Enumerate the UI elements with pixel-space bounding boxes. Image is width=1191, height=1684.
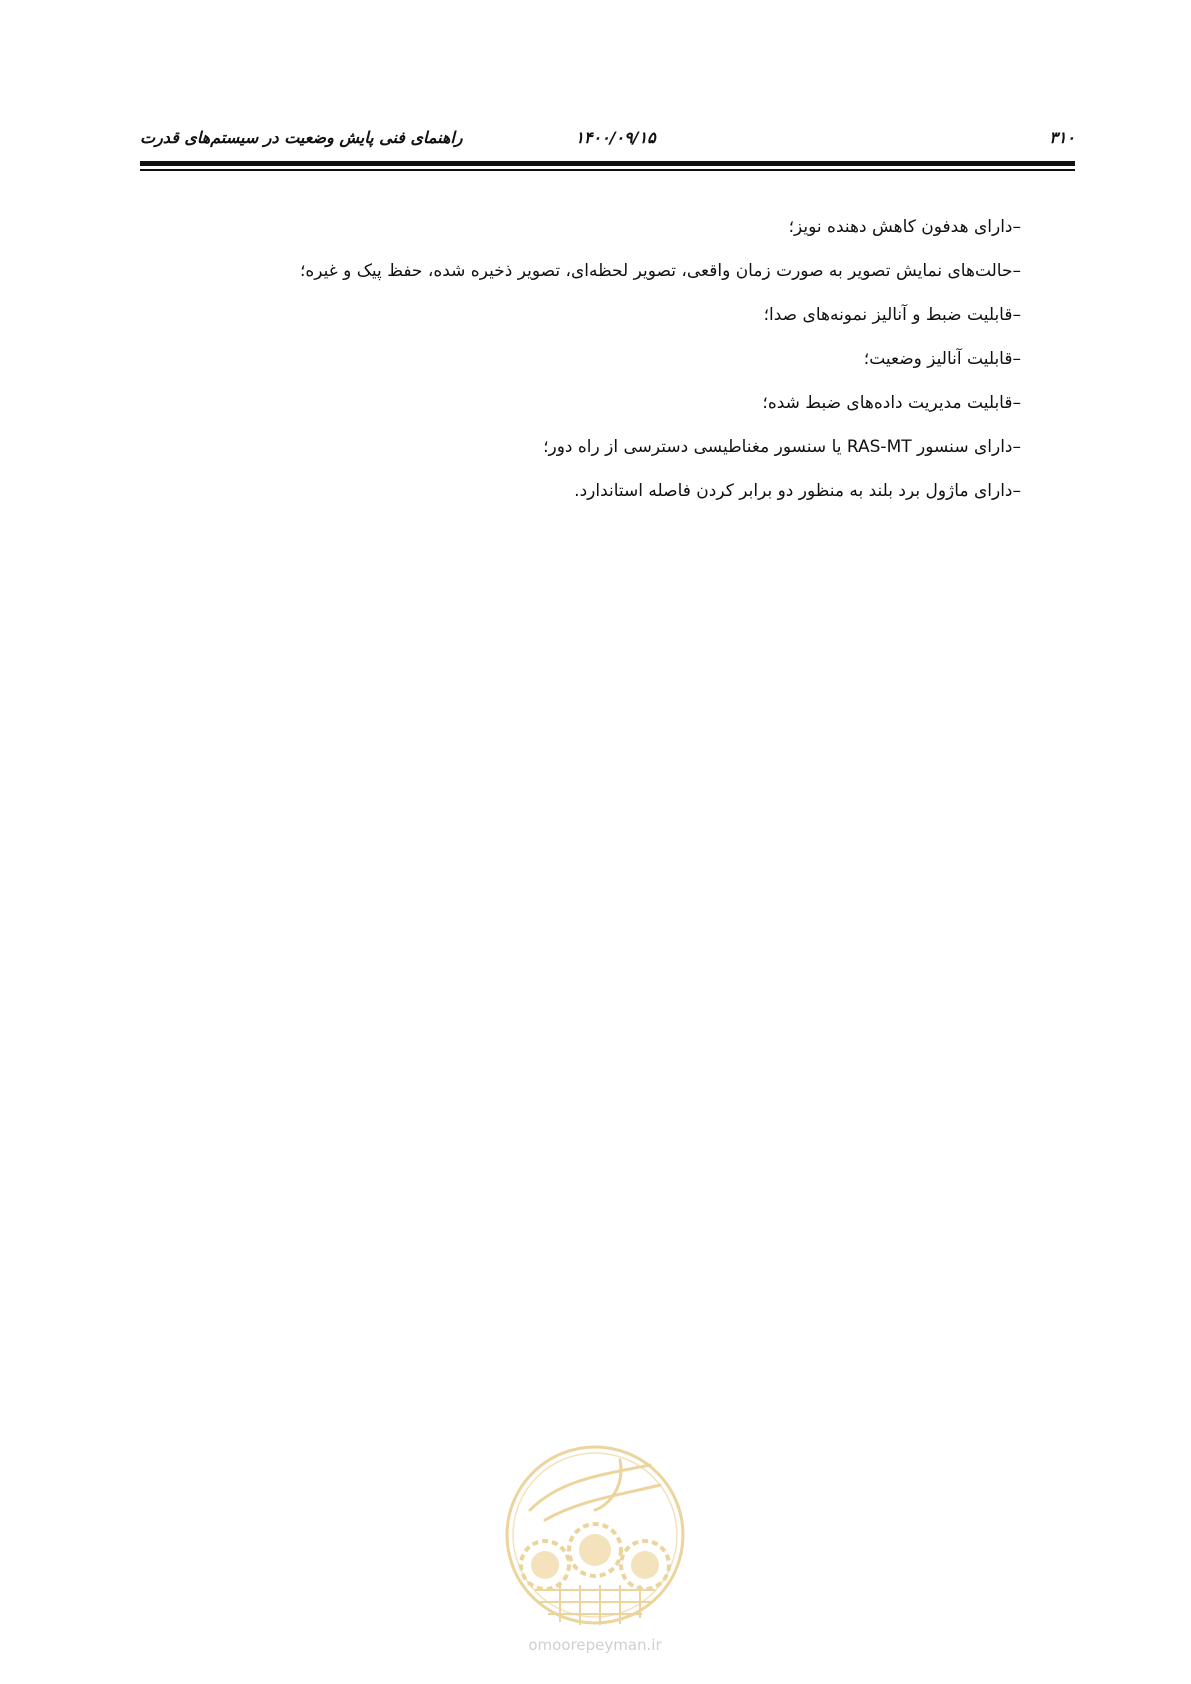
list-item: –حالت‌های نمایش تصویر به صورت زمان واقعی، تصویر لحظه‌ای، تصویر ذخیره شده، حفظ پیک و غیره؛: [299, 261, 1021, 281]
list-item: –قابلیت ضبط و آنالیز نمونه‌های صدا؛: [763, 305, 1021, 325]
watermark-url: omoorepeyman.ir: [528, 1636, 662, 1654]
page-header: [140, 128, 1075, 154]
header-rule-thick: [140, 161, 1075, 166]
list-item: –دارای هدفون کاهش دهنده نویز؛: [788, 217, 1021, 237]
feature-list: [161, 214, 1021, 522]
list-item: –دارای ماژول برد بلند به منظور دو برابر کردن فاصله استاندارد.: [574, 481, 1021, 501]
list-item: –دارای سنسور RAS-MT یا سنسور مغناطیسی دسترسی از راه دور؛: [543, 437, 1021, 457]
page-number: ۳۱۰: [1049, 128, 1075, 147]
list-item: –قابلیت مدیریت داده‌های ضبط شده؛: [762, 393, 1021, 413]
header-rule-thin: [140, 169, 1075, 171]
running-title: راهنمای فنی پایش وضعیت در سیستم‌های قدرت: [140, 128, 463, 147]
list-item: –قابلیت آنالیز وضعیت؛: [863, 349, 1021, 369]
header-date: ۱۴۰۰/۰۹/۱۵: [575, 128, 656, 147]
watermark-logo: [500, 1440, 690, 1660]
watermark-emblem-icon: [500, 1440, 690, 1635]
